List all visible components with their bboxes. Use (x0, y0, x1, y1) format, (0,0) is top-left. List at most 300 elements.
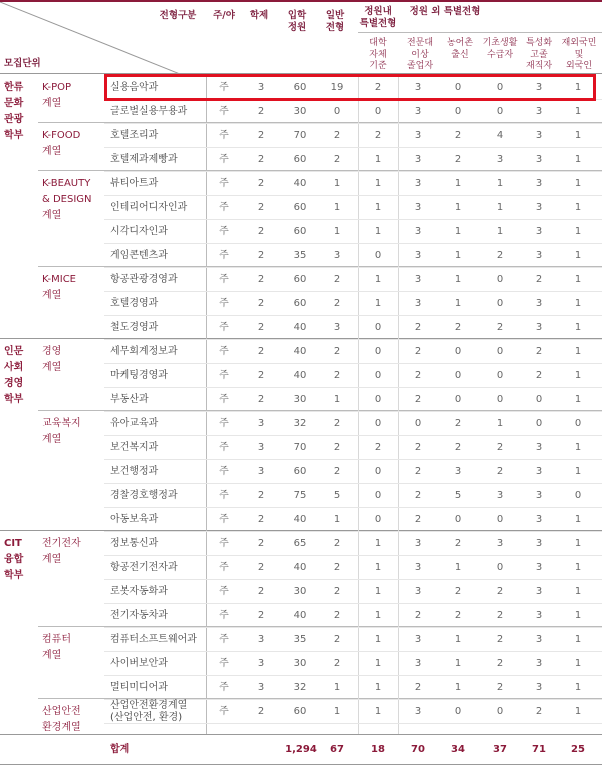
college-grad-cell: 2 (414, 682, 422, 693)
quota-cell: 40 (293, 562, 307, 573)
years-cell: 2 (257, 106, 265, 117)
sub-college-grad (400, 38, 440, 73)
rural-cell: 1 (454, 658, 462, 669)
dept-name-cell: 아동보육과 (110, 514, 159, 525)
series-kpop-line1: K-POP (42, 82, 72, 93)
dept-name-cell: 항공관광경영과 (110, 274, 178, 285)
sub-overseas-line1: 재외국민 (561, 38, 597, 48)
sub-specialized (520, 38, 558, 73)
rural-cell: 0 (454, 370, 462, 381)
day-night-cell: 주 (219, 514, 229, 525)
group-cit-line3: 학부 (4, 570, 24, 581)
overseas-cell: 1 (574, 130, 582, 141)
quota-header-line2: 정원 (287, 22, 307, 33)
in-quota-cell: 1 (374, 274, 382, 285)
table-row (104, 508, 602, 532)
quota-cell: 32 (293, 418, 307, 429)
day-night-cell: 주 (219, 610, 229, 621)
group-hallyu-line2: 문화 (4, 98, 24, 109)
group-hallyu-line1: 한류 (4, 82, 24, 93)
total-basic-living: 37 (493, 744, 507, 755)
overseas-cell: 1 (574, 394, 582, 405)
specialized-cell: 3 (535, 490, 543, 501)
in-quota-cell: 0 (374, 322, 382, 333)
day-night-cell: 주 (219, 274, 229, 285)
specialized-cell: 3 (535, 442, 543, 453)
group-hallyu-line3: 관광 (4, 114, 24, 125)
general-cell: 0 (333, 106, 341, 117)
sub-basic-line2: 수급자 (486, 49, 514, 60)
table-row (104, 388, 602, 412)
total-row (104, 738, 602, 762)
dept-name-cell: 호텔경영과 (110, 298, 159, 309)
in-quota-cell: 1 (374, 202, 382, 213)
series-business (42, 344, 61, 376)
dept-name-cell: 보건행정과 (110, 466, 159, 477)
dept-name-cell: 실용음악과 (110, 82, 159, 93)
dept-name-cell: 호텔제과제빵과 (110, 154, 178, 165)
series-education-line1: 교육복지 (42, 418, 81, 429)
general-cell: 5 (333, 490, 341, 501)
overseas-cell: 1 (574, 586, 582, 597)
rural-cell: 0 (454, 706, 462, 717)
series-computer-line1: 컴퓨터 (42, 634, 71, 645)
general-cell: 19 (330, 82, 344, 93)
general-header (318, 10, 352, 34)
in-quota-header (356, 6, 400, 30)
general-cell: 1 (333, 226, 341, 237)
table-bottom-border (0, 764, 602, 765)
day-night-cell: 주 (219, 442, 229, 453)
general-cell: 2 (333, 154, 341, 165)
basic-living-cell: 2 (496, 250, 504, 261)
overseas-cell: 1 (574, 610, 582, 621)
dept-name-cell: 글로벌실용무용과 (110, 106, 188, 117)
group-cit (4, 536, 23, 584)
dept-name-cell: 컴퓨터소프트웨어과 (110, 634, 197, 645)
overseas-cell: 1 (574, 634, 582, 645)
specialized-cell: 0 (535, 394, 543, 405)
rural-cell: 0 (454, 394, 462, 405)
basic-living-cell: 2 (496, 658, 504, 669)
years-cell: 2 (257, 178, 265, 189)
in-quota-cell: 1 (374, 682, 382, 693)
college-grad-cell: 2 (414, 442, 422, 453)
quota-cell: 75 (293, 490, 307, 501)
general-header-line1: 일반 (325, 10, 345, 21)
rural-cell: 1 (454, 562, 462, 573)
table-row (104, 484, 602, 508)
in-quota-cell: 0 (374, 370, 382, 381)
college-grad-cell: 3 (414, 298, 422, 309)
dept-name-cell: 마케팅경영과 (110, 370, 168, 381)
specialized-cell: 3 (535, 586, 543, 597)
years-cell: 2 (257, 706, 265, 717)
overseas-cell: 1 (574, 298, 582, 309)
college-grad-cell: 3 (414, 202, 422, 213)
in-quota-cell: 1 (374, 586, 382, 597)
dept-name-cell: 보건복지과 (110, 442, 159, 453)
basic-living-cell: 0 (496, 82, 504, 93)
day-night-cell: 주 (219, 130, 229, 141)
years-cell: 2 (257, 202, 265, 213)
sub-basic-living (480, 38, 520, 61)
day-night-cell: 주 (219, 322, 229, 333)
rural-cell: 2 (454, 538, 462, 549)
quota-cell: 60 (293, 202, 307, 213)
college-grad-cell: 3 (414, 226, 422, 237)
college-grad-cell: 3 (414, 178, 422, 189)
rural-cell: 5 (454, 490, 462, 501)
sub-overseas-line3: 외국인 (565, 61, 593, 71)
quota-cell: 40 (293, 370, 307, 381)
table-row (104, 172, 602, 196)
series-kfood-line2: 계열 (42, 146, 62, 157)
quota-cell: 65 (293, 538, 307, 549)
college-grad-cell: 3 (414, 586, 422, 597)
years-cell: 2 (257, 226, 265, 237)
basic-living-cell: 0 (496, 274, 504, 285)
group-humanities-line4: 학부 (4, 394, 24, 405)
sub-rural (440, 38, 480, 61)
quota-cell: 35 (293, 250, 307, 261)
table-row (104, 556, 602, 580)
general-cell: 3 (333, 322, 341, 333)
specialized-cell: 3 (535, 106, 543, 117)
specialized-cell: 3 (535, 634, 543, 645)
basic-living-cell: 4 (496, 130, 504, 141)
day-night-cell: 주 (219, 250, 229, 261)
years-cell: 2 (257, 322, 265, 333)
basic-living-cell: 3 (496, 490, 504, 501)
specialized-cell: 2 (535, 274, 543, 285)
years-cell: 2 (257, 274, 265, 285)
day-night-cell: 주 (219, 658, 229, 669)
dept-name-cell: 유아교육과 (110, 418, 159, 429)
overseas-cell: 1 (574, 202, 582, 213)
rural-cell: 2 (454, 442, 462, 453)
day-night-cell: 주 (219, 394, 229, 405)
quota-cell: 40 (293, 346, 307, 357)
in-quota-header-line2: 특별전형 (359, 18, 397, 29)
general-cell: 1 (333, 178, 341, 189)
quota-cell: 60 (293, 226, 307, 237)
years-cell: 3 (257, 418, 265, 429)
years-cell: 2 (257, 250, 265, 261)
years-cell: 3 (257, 682, 265, 693)
group-humanities-line2: 사회 (4, 362, 24, 373)
dept-name-cell: 항공전기전자과 (110, 562, 178, 573)
years-cell: 2 (257, 586, 265, 597)
basic-living-cell: 1 (496, 226, 504, 237)
general-cell: 1 (333, 682, 341, 693)
sub-specialized-line1: 특성화 (525, 38, 553, 48)
college-grad-cell: 3 (414, 562, 422, 573)
series-education (42, 416, 81, 448)
quota-cell: 30 (293, 394, 307, 405)
total-quota: 1,294 (285, 744, 317, 755)
quota-cell: 60 (293, 274, 307, 285)
rural-cell: 2 (454, 130, 462, 141)
type-label: 전형구분 (159, 10, 197, 21)
sub-specialized-line3: 재직자 (525, 61, 553, 71)
quota-cell: 40 (293, 610, 307, 621)
in-quota-cell: 0 (374, 418, 382, 429)
general-cell: 2 (333, 130, 341, 141)
total-college-grad: 70 (411, 744, 425, 755)
dept-name-cell: 정보통신과 (110, 538, 159, 549)
general-cell: 1 (333, 394, 341, 405)
overseas-cell: 0 (574, 490, 582, 501)
series-education-line2: 계열 (42, 434, 62, 445)
series-kfood-line1: K-FOOD (42, 130, 81, 141)
college-grad-cell: 2 (414, 370, 422, 381)
overseas-cell: 1 (574, 370, 582, 381)
basic-living-cell: 2 (496, 322, 504, 333)
specialized-cell: 3 (535, 610, 543, 621)
in-quota-cell: 0 (374, 466, 382, 477)
quota-cell: 60 (293, 466, 307, 477)
years-cell: 2 (257, 490, 265, 501)
rural-cell: 2 (454, 610, 462, 621)
years-cell: 3 (257, 442, 265, 453)
dept-name-cell: 전기자동차과 (110, 610, 168, 621)
table-row (104, 652, 602, 676)
rural-cell: 1 (454, 298, 462, 309)
rural-cell: 0 (454, 346, 462, 357)
group-hallyu (4, 80, 23, 144)
table-row (104, 124, 602, 148)
table-header (0, 0, 602, 74)
college-grad-cell: 2 (414, 514, 422, 525)
day-night-cell: 주 (219, 706, 229, 717)
unit-label: 모집단위 (4, 58, 41, 69)
specialized-cell: 3 (535, 298, 543, 309)
total-specialized: 71 (532, 744, 546, 755)
day-night-cell: 주 (219, 562, 229, 573)
sub-college-line1: 전문대 (406, 38, 434, 48)
general-cell: 2 (333, 370, 341, 381)
table-row (104, 364, 602, 388)
dept-name-cell: 사이버보안과 (110, 658, 168, 669)
college-grad-cell: 3 (414, 538, 422, 549)
overseas-cell: 1 (574, 706, 582, 717)
sub-rural-line1: 농어촌 (446, 38, 474, 48)
years-cell: 2 (257, 370, 265, 381)
general-cell: 2 (333, 466, 341, 477)
in-quota-cell: 1 (374, 178, 382, 189)
series-kbeauty-line3: 계열 (42, 210, 62, 221)
general-cell: 2 (333, 538, 341, 549)
series-kbeauty-line2: & DESIGN (42, 194, 92, 205)
specialized-cell: 3 (535, 226, 543, 237)
basic-living-cell: 1 (496, 418, 504, 429)
row-separator (104, 723, 602, 724)
series-kbeauty-line1: K-BEAUTY (42, 178, 91, 189)
in-quota-cell: 2 (374, 130, 382, 141)
dept-name-cell: 게임콘텐츠과 (110, 250, 168, 261)
general-cell: 2 (333, 346, 341, 357)
in-quota-cell: 1 (374, 562, 382, 573)
day-night-cell: 주 (219, 106, 229, 117)
in-quota-cell: 0 (374, 394, 382, 405)
series-electrical-line1: 전기전자 (42, 538, 81, 549)
basic-living-cell: 2 (496, 634, 504, 645)
in-quota-cell: 1 (374, 610, 382, 621)
sub-college-line2: 이상 (411, 49, 429, 60)
series-kbeauty (42, 176, 92, 224)
specialized-cell: 3 (535, 514, 543, 525)
sub-overseas (558, 38, 600, 73)
in-quota-cell: 1 (374, 538, 382, 549)
series-industrial-safety (42, 704, 81, 736)
sub-overseas-line2: 및 (574, 49, 584, 60)
series-kfood (42, 128, 80, 160)
dept-name-cell: 멀티미디어과 (110, 682, 168, 693)
group-humanities (4, 344, 23, 408)
out-quota-header: 정원 외 특별전형 (409, 6, 481, 17)
general-header-line2: 전형 (325, 22, 345, 33)
total-label: 합계 (110, 744, 130, 755)
total-overseas: 25 (571, 744, 585, 755)
group-cit-line2: 융합 (4, 554, 24, 565)
years-cell: 2 (257, 562, 265, 573)
basic-living-cell: 2 (496, 442, 504, 453)
specialized-cell: 3 (535, 466, 543, 477)
dept-name-cell: 시각디자인과 (110, 226, 168, 237)
day-night-cell: 주 (219, 226, 229, 237)
general-cell: 2 (333, 274, 341, 285)
day-night-cell: 주 (219, 346, 229, 357)
series-kpop-line2: 계열 (42, 98, 62, 109)
day-night-cell: 주 (219, 538, 229, 549)
overseas-cell: 1 (574, 274, 582, 285)
overseas-cell: 1 (574, 154, 582, 165)
overseas-cell: 1 (574, 514, 582, 525)
table-row (104, 244, 602, 268)
sub-rural-line2: 출신 (451, 49, 469, 60)
table-row (104, 580, 602, 604)
series-business-line2: 계열 (42, 362, 62, 373)
general-cell: 2 (333, 562, 341, 573)
day-night-cell: 주 (219, 178, 229, 189)
overseas-cell: 1 (574, 346, 582, 357)
table-row (104, 532, 602, 556)
total-general: 67 (330, 744, 344, 755)
dept-name-cell: 세무회계정보과 (110, 346, 178, 357)
series-electrical-line2: 계열 (42, 554, 62, 565)
general-cell: 2 (333, 610, 341, 621)
group-humanities-line1: 인문 (4, 346, 24, 357)
basic-living-cell: 0 (496, 394, 504, 405)
table-row (104, 628, 602, 652)
years-cell: 2 (257, 394, 265, 405)
table-row (104, 340, 602, 364)
overseas-cell: 1 (574, 442, 582, 453)
table-row (104, 460, 602, 484)
series-business-line1: 경영 (42, 346, 62, 357)
general-cell: 3 (333, 250, 341, 261)
day-night-cell: 주 (219, 634, 229, 645)
years-cell: 2 (257, 346, 265, 357)
group-humanities-line3: 경영 (4, 378, 24, 389)
quota-header (280, 10, 314, 34)
basic-living-cell: 0 (496, 298, 504, 309)
general-cell: 1 (333, 514, 341, 525)
general-cell: 2 (333, 634, 341, 645)
in-quota-header-line1: 정원내 (364, 6, 392, 17)
overseas-cell: 1 (574, 562, 582, 573)
years-cell: 3 (257, 82, 265, 93)
total-rural: 34 (451, 744, 465, 755)
sub-specialized-line2: 고졸 (530, 49, 548, 60)
series-industrial-line1: 산업안전 (42, 706, 81, 717)
in-quota-cell: 0 (374, 490, 382, 501)
college-grad-cell: 3 (414, 274, 422, 285)
table-row (104, 436, 602, 460)
college-grad-cell: 2 (414, 394, 422, 405)
basic-living-cell: 0 (496, 514, 504, 525)
college-grad-cell: 3 (414, 658, 422, 669)
basic-living-cell: 2 (496, 586, 504, 597)
specialized-cell: 3 (535, 178, 543, 189)
day-night-cell: 주 (219, 682, 229, 693)
overseas-cell: 1 (574, 538, 582, 549)
quota-cell: 70 (293, 442, 307, 453)
table-row (104, 196, 602, 220)
years-cell: 3 (257, 466, 265, 477)
dept-name-cell: 부동산과 (110, 394, 149, 405)
general-cell: 1 (333, 202, 341, 213)
college-grad-cell: 3 (414, 106, 422, 117)
specialized-cell: 3 (535, 130, 543, 141)
highlight-box (104, 74, 596, 101)
in-quota-cell: 0 (374, 346, 382, 357)
quota-cell: 60 (293, 154, 307, 165)
general-cell: 2 (333, 658, 341, 669)
specialized-cell: 3 (535, 154, 543, 165)
quota-cell: 40 (293, 322, 307, 333)
years-cell: 2 (257, 514, 265, 525)
table-row (104, 676, 602, 700)
basic-living-cell: 3 (496, 154, 504, 165)
specialized-cell: 3 (535, 538, 543, 549)
general-cell: 2 (333, 418, 341, 429)
basic-living-cell: 2 (496, 682, 504, 693)
rural-cell: 3 (454, 466, 462, 477)
day-night-cell: 주 (219, 154, 229, 165)
overseas-cell: 1 (574, 682, 582, 693)
general-cell: 2 (333, 298, 341, 309)
series-kmice-line2: 계열 (42, 290, 62, 301)
years-header: 학제 (249, 10, 269, 21)
series-kmice-line1: K-MICE (42, 274, 76, 285)
college-grad-cell: 2 (414, 610, 422, 621)
basic-living-cell: 1 (496, 178, 504, 189)
table-row (104, 220, 602, 244)
years-cell: 3 (257, 634, 265, 645)
general-cell: 2 (333, 586, 341, 597)
table-row (104, 100, 602, 124)
group-hallyu-line4: 학부 (4, 130, 24, 141)
general-cell: 2 (333, 442, 341, 453)
day-night-cell: 주 (219, 490, 229, 501)
college-grad-cell: 3 (414, 82, 422, 93)
in-quota-cell: 1 (374, 634, 382, 645)
series-electrical (42, 536, 81, 568)
in-quota-cell: 0 (374, 250, 382, 261)
rural-cell: 0 (454, 106, 462, 117)
